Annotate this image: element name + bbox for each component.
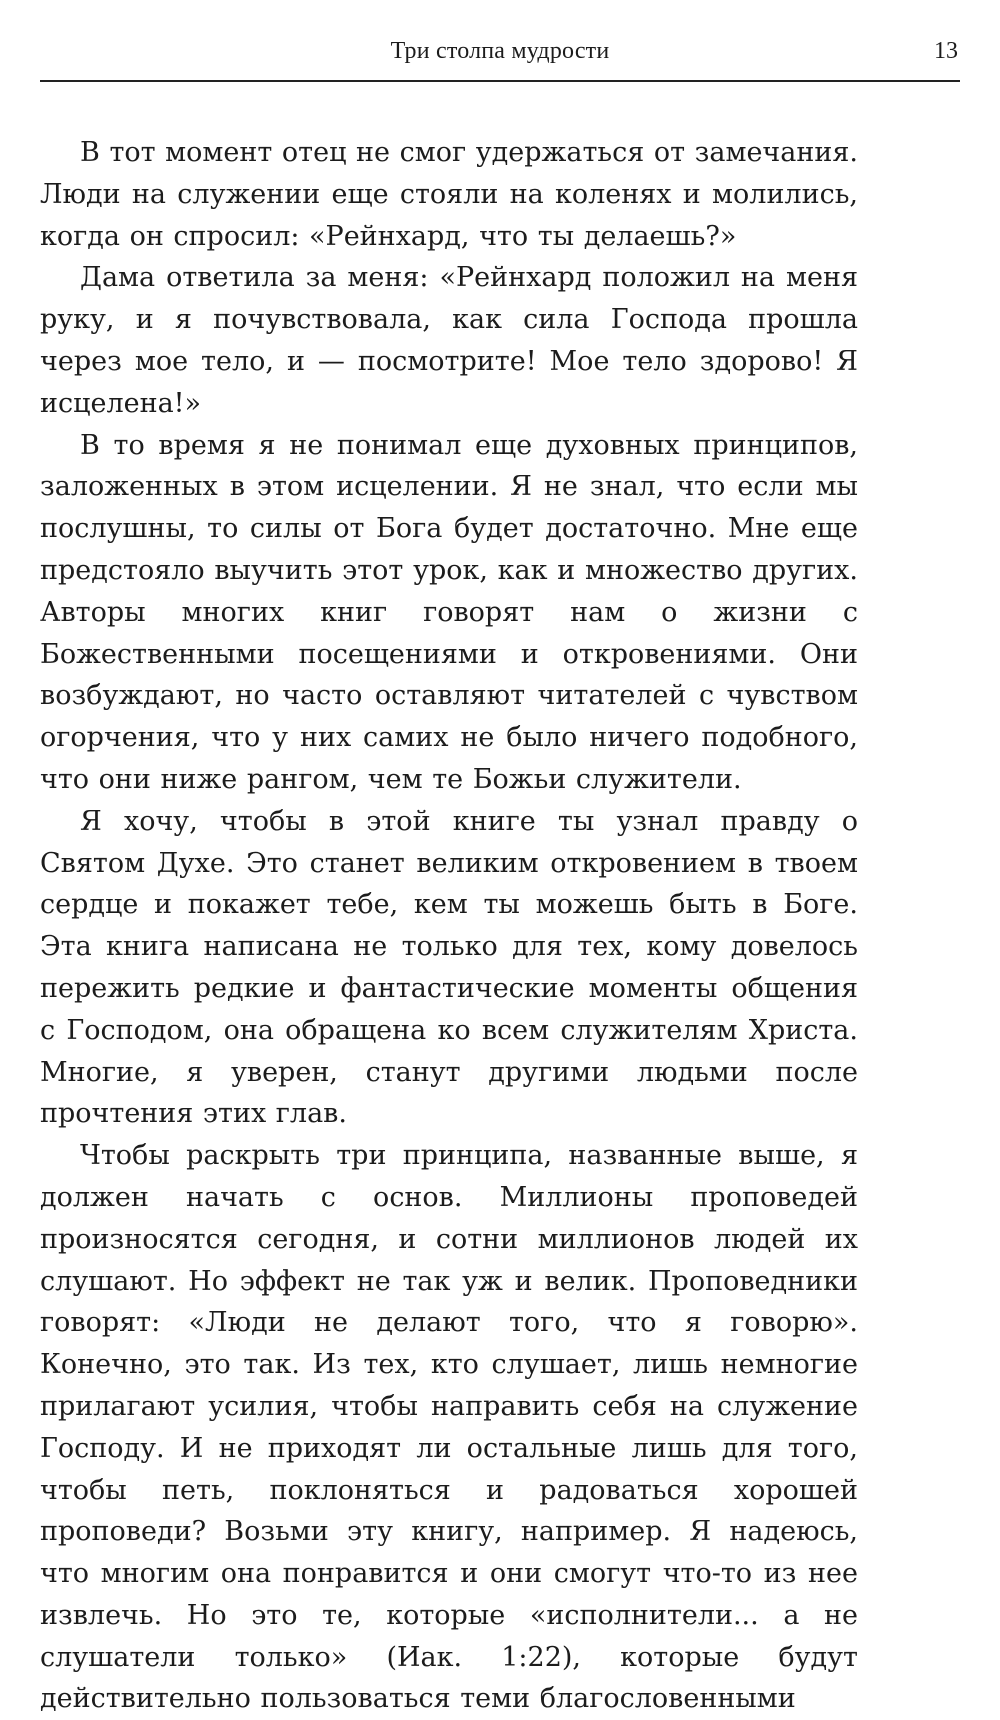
paragraph: Чтобы раскрыть три принципа, названные выше, я должен начать с основ. Миллионы проповедей произносятся сегодня, и сотни миллионов людей их слушают. Но эффект не так уж и велик. Проповедники говорят: «Люди не делают того, что я говорю». Конечно, это так. Из тех, кто слушает, лишь немногие прилагают усилия, чтобы направить себя на служение Господу. И не приходят ли остальные лишь для того, чтобы петь, поклоняться и радоваться хорошей проповеди? Возьми эту книгу, например. Я надеюсь, что многим она понравится и они смогут что-то из нее извлечь. Но это те, которые «исполнители... а не слушатели только» (Иак. 1:22), которые будут действительно пользоваться теми благословенными [40,1140,858,1715]
paragraph: В то время я не понимал еще духовных принципов, заложенных в этом исцелении. Я не знал, что если мы послушны, то силы от Бога будет достаточно. Мне еще предстояло выучить этот урок, как и множество других. Авторы многих книг говорят нам о жизни с Божественными посещениями и откровениями. Они возбуждают, но часто оставляют читателей с чувством огорчения, что у них самих не было ничего подобного, что они ниже рангом, чем те Божьи служители. [40,429,858,795]
paragraph: Я хочу, чтобы в этой книге ты узнал правду о Святом Духе. Это станет великим откровением в твоем сердце и покажет тебе, кем ты можешь быть в Боге. Эта книга написана не только для тех, кому довелось пережить редкие и фантастические моменты общения с Господом, она обращена ко всем служителям Христа. Многие, я уверен, станут другими людьми после прочтения этих глав. [40,805,858,1130]
chapter-title: Три столпа мудрости [390,38,610,64]
running-header [40,30,960,82]
body-text [40,132,858,1720]
paragraph: В тот момент отец не смог удержаться от замечания. Люди на служении еще стояли на коленях и молились, когда он спросил: «Рейнхард, что ты делаешь?» [40,137,858,252]
paragraph: Дама ответила за меня: «Рейнхард положил на меня руку, и я почувствовала, как сила Господа прошла через мое тело, и — посмотрите! Мое тело здорово! Я исцелена!» [40,262,858,419]
page-number: 13 [934,38,958,64]
